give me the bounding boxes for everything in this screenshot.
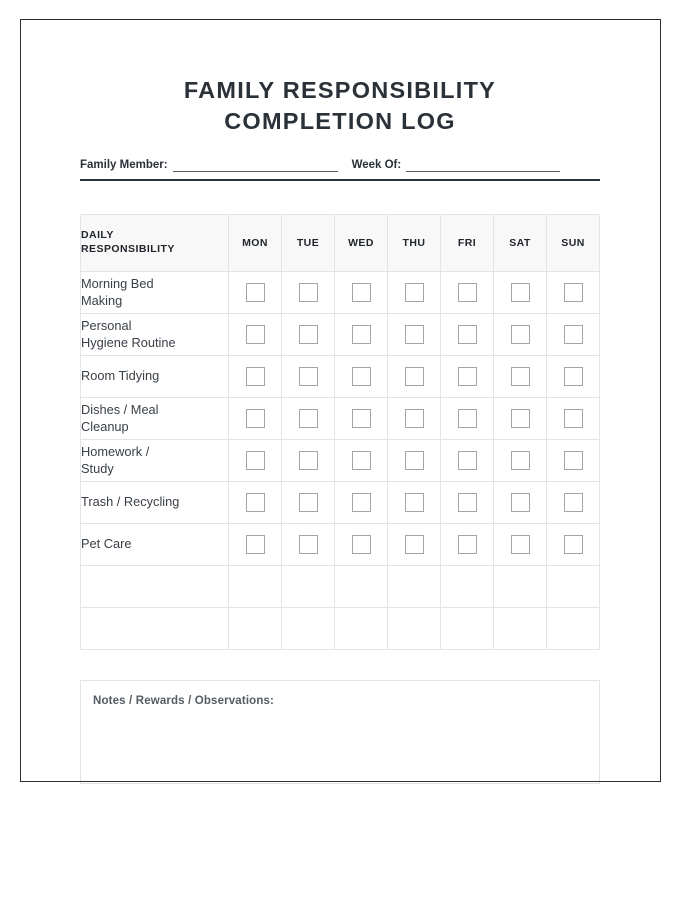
task-label-cell: [81, 314, 229, 356]
task-label-cell: [81, 482, 229, 524]
checkbox[interactable]: [299, 325, 318, 344]
checkbox-cell-fri[interactable]: [441, 398, 494, 440]
task-label-cell: [81, 566, 229, 608]
checkbox-cell-thu[interactable]: [388, 440, 441, 482]
notes-title: Notes / Rewards / Observations:: [93, 695, 275, 708]
checkbox[interactable]: [246, 325, 265, 344]
column-header-mon: MON: [229, 215, 282, 272]
checkbox[interactable]: [405, 325, 424, 344]
page-title-line-2: COMPLETION LOG: [224, 107, 456, 134]
checkbox[interactable]: [511, 493, 530, 512]
checkbox[interactable]: [246, 367, 265, 386]
table-row: [81, 272, 600, 314]
checkbox[interactable]: [405, 283, 424, 302]
checkbox[interactable]: [458, 283, 477, 302]
column-header-wed: WED: [335, 215, 388, 272]
checkbox[interactable]: [246, 493, 265, 512]
checkbox[interactable]: [511, 535, 530, 554]
checkbox[interactable]: [299, 283, 318, 302]
checkbox-cell-wed[interactable]: [335, 524, 388, 566]
checkbox-cell-sun[interactable]: [547, 524, 600, 566]
meta-divider-rule: [80, 179, 600, 181]
checkbox-cell-thu[interactable]: [388, 608, 441, 650]
checkbox[interactable]: [564, 367, 583, 386]
task-label-line: Hygiene Routine: [81, 334, 176, 350]
table-header-row: [81, 215, 600, 272]
checkbox[interactable]: [511, 451, 530, 470]
checkbox[interactable]: [564, 451, 583, 470]
checkbox-cell-sun[interactable]: [547, 398, 600, 440]
task-label-line: Making: [81, 292, 123, 308]
checkbox[interactable]: [405, 451, 424, 470]
meta-fields-row: [80, 159, 600, 172]
checkbox-cell-wed[interactable]: [335, 440, 388, 482]
column-header-task: [81, 215, 229, 272]
checkbox-cell-mon[interactable]: [229, 482, 282, 524]
checkbox-cell-tue[interactable]: [282, 608, 335, 650]
checkbox[interactable]: [352, 325, 371, 344]
page-title: [80, 19, 600, 136]
checkbox-cell-tue[interactable]: [282, 272, 335, 314]
task-label-cell: [81, 398, 229, 440]
worksheet-sheet: [20, 19, 661, 800]
task-label-line: Morning Bed: [81, 276, 154, 292]
checkbox-cell-wed[interactable]: [335, 272, 388, 314]
week-of-input[interactable]: [406, 159, 560, 172]
week-of-field: [352, 159, 561, 172]
checkbox-cell-mon[interactable]: [229, 440, 282, 482]
checkbox-cell-thu[interactable]: [388, 482, 441, 524]
task-label-cell: [81, 608, 229, 650]
checkbox[interactable]: [352, 535, 371, 554]
task-label-line: Study: [81, 460, 114, 476]
checkbox-cell-wed[interactable]: [335, 566, 388, 608]
checkbox[interactable]: [458, 325, 477, 344]
checkbox-cell-thu[interactable]: [388, 272, 441, 314]
checkbox[interactable]: [405, 409, 424, 428]
column-header-task-line-2: RESPONSIBILITY: [81, 243, 175, 256]
checkbox-cell-fri[interactable]: [441, 440, 494, 482]
checkbox-cell-fri[interactable]: [441, 272, 494, 314]
responsibility-table-wrap: [80, 214, 600, 650]
checkbox-cell-sun[interactable]: [547, 272, 600, 314]
checkbox-cell-tue[interactable]: [282, 524, 335, 566]
checkbox[interactable]: [352, 283, 371, 302]
checkbox-cell-fri[interactable]: [441, 608, 494, 650]
checkbox[interactable]: [352, 409, 371, 428]
task-label-line: Room Tidying: [81, 368, 160, 384]
checkbox-cell-sun[interactable]: [547, 314, 600, 356]
checkbox[interactable]: [458, 367, 477, 386]
checkbox-cell-tue[interactable]: [282, 566, 335, 608]
checkbox-cell-sun[interactable]: [547, 482, 600, 524]
checkbox-cell-wed[interactable]: [335, 398, 388, 440]
checkbox-cell-sun[interactable]: [547, 440, 600, 482]
week-of-label: Week Of:: [351, 159, 402, 172]
checkbox-cell-mon[interactable]: [229, 398, 282, 440]
checkbox[interactable]: [352, 451, 371, 470]
checkbox[interactable]: [458, 451, 477, 470]
task-label-cell: [81, 524, 229, 566]
task-label-line: Homework /: [81, 444, 150, 460]
checkbox[interactable]: [511, 367, 530, 386]
checkbox[interactable]: [246, 535, 265, 554]
family-member-label: Family Member:: [80, 159, 168, 172]
checkbox[interactable]: [511, 283, 530, 302]
task-label-cell: [81, 356, 229, 398]
checkbox-cell-tue[interactable]: [282, 314, 335, 356]
checkbox-cell-mon[interactable]: [229, 272, 282, 314]
column-header-thu: THU: [388, 215, 441, 272]
checkbox[interactable]: [299, 535, 318, 554]
family-member-field: [80, 159, 338, 172]
checkbox[interactable]: [246, 283, 265, 302]
checkbox-cell-fri[interactable]: [441, 356, 494, 398]
checkbox[interactable]: [299, 367, 318, 386]
column-header-sun: SUN: [547, 215, 600, 272]
checkbox-cell-mon[interactable]: [229, 356, 282, 398]
checkbox[interactable]: [405, 367, 424, 386]
checkbox-cell-wed[interactable]: [335, 482, 388, 524]
checkbox[interactable]: [511, 325, 530, 344]
checkbox[interactable]: [299, 493, 318, 512]
checkbox-cell-thu[interactable]: [388, 314, 441, 356]
checkbox-cell-sat[interactable]: [494, 566, 547, 608]
table-row: [81, 482, 600, 524]
task-label-line: Dishes / Meal: [81, 402, 159, 418]
checkbox[interactable]: [405, 493, 424, 512]
checkbox-cell-sun[interactable]: [547, 566, 600, 608]
checkbox-cell-sat[interactable]: [494, 272, 547, 314]
checkbox-cell-thu[interactable]: [388, 398, 441, 440]
task-label-cell: [81, 440, 229, 482]
checkbox-cell-fri[interactable]: [441, 524, 494, 566]
checkbox[interactable]: [564, 493, 583, 512]
checkbox-cell-tue[interactable]: [282, 398, 335, 440]
checkbox-cell-sat[interactable]: [494, 524, 547, 566]
checkbox[interactable]: [564, 409, 583, 428]
checkbox[interactable]: [564, 325, 583, 344]
notes-box[interactable]: [80, 680, 600, 784]
checkbox-cell-tue[interactable]: [282, 482, 335, 524]
table-header: [81, 215, 600, 272]
checkbox[interactable]: [564, 283, 583, 302]
checkbox-cell-mon[interactable]: [229, 314, 282, 356]
checkbox-cell-wed[interactable]: [335, 608, 388, 650]
checkbox[interactable]: [458, 493, 477, 512]
task-label-line: Trash / Recycling: [81, 494, 180, 510]
checkbox[interactable]: [458, 409, 477, 428]
checkbox[interactable]: [458, 535, 477, 554]
checkbox-cell-tue[interactable]: [282, 440, 335, 482]
table-row: [81, 524, 600, 566]
checkbox[interactable]: [299, 451, 318, 470]
checkbox-cell-tue[interactable]: [282, 356, 335, 398]
column-header-sat: SAT: [494, 215, 547, 272]
checkbox-cell-fri[interactable]: [441, 566, 494, 608]
responsibility-table: [80, 214, 600, 650]
task-label-line: Personal: [81, 318, 132, 334]
task-label-line: Pet Care: [81, 536, 132, 552]
column-header-fri: FRI: [441, 215, 494, 272]
checkbox-cell-thu[interactable]: [388, 356, 441, 398]
checkbox[interactable]: [299, 409, 318, 428]
table-row: [81, 440, 600, 482]
checkbox[interactable]: [564, 535, 583, 554]
checkbox-cell-sun[interactable]: [547, 608, 600, 650]
checkbox[interactable]: [352, 493, 371, 512]
column-header-tue: TUE: [282, 215, 335, 272]
checkbox-cell-mon[interactable]: [229, 566, 282, 608]
family-member-input[interactable]: [173, 159, 338, 172]
table-row-blank: [81, 566, 600, 608]
checkbox-cell-sat[interactable]: [494, 440, 547, 482]
table-row-blank: [81, 608, 600, 650]
table-row: [81, 314, 600, 356]
table-row: [81, 398, 600, 440]
checkbox[interactable]: [405, 535, 424, 554]
checkbox[interactable]: [511, 409, 530, 428]
checkbox-cell-sat[interactable]: [494, 482, 547, 524]
table-row: [81, 356, 600, 398]
worksheet-content: [80, 19, 600, 784]
table-body: [81, 272, 600, 650]
page-title-line-1: FAMILY RESPONSIBILITY: [183, 77, 497, 103]
task-label-cell: [81, 272, 229, 314]
checkbox-cell-sun[interactable]: [547, 356, 600, 398]
checkbox-cell-wed[interactable]: [335, 314, 388, 356]
checkbox-cell-sat[interactable]: [494, 314, 547, 356]
checkbox-cell-thu[interactable]: [388, 566, 441, 608]
checkbox-cell-mon[interactable]: [229, 608, 282, 650]
task-label-line: Cleanup: [81, 418, 129, 434]
checkbox[interactable]: [246, 409, 265, 428]
checkbox-cell-sat[interactable]: [494, 356, 547, 398]
checkbox[interactable]: [246, 451, 265, 470]
checkbox-cell-fri[interactable]: [441, 482, 494, 524]
checkbox-cell-wed[interactable]: [335, 356, 388, 398]
checkbox-cell-sat[interactable]: [494, 608, 547, 650]
checkbox-cell-mon[interactable]: [229, 524, 282, 566]
checkbox-cell-fri[interactable]: [441, 314, 494, 356]
checkbox[interactable]: [352, 367, 371, 386]
column-header-task-line-1: DAILY: [81, 229, 114, 242]
checkbox-cell-sat[interactable]: [494, 398, 547, 440]
checkbox-cell-thu[interactable]: [388, 524, 441, 566]
